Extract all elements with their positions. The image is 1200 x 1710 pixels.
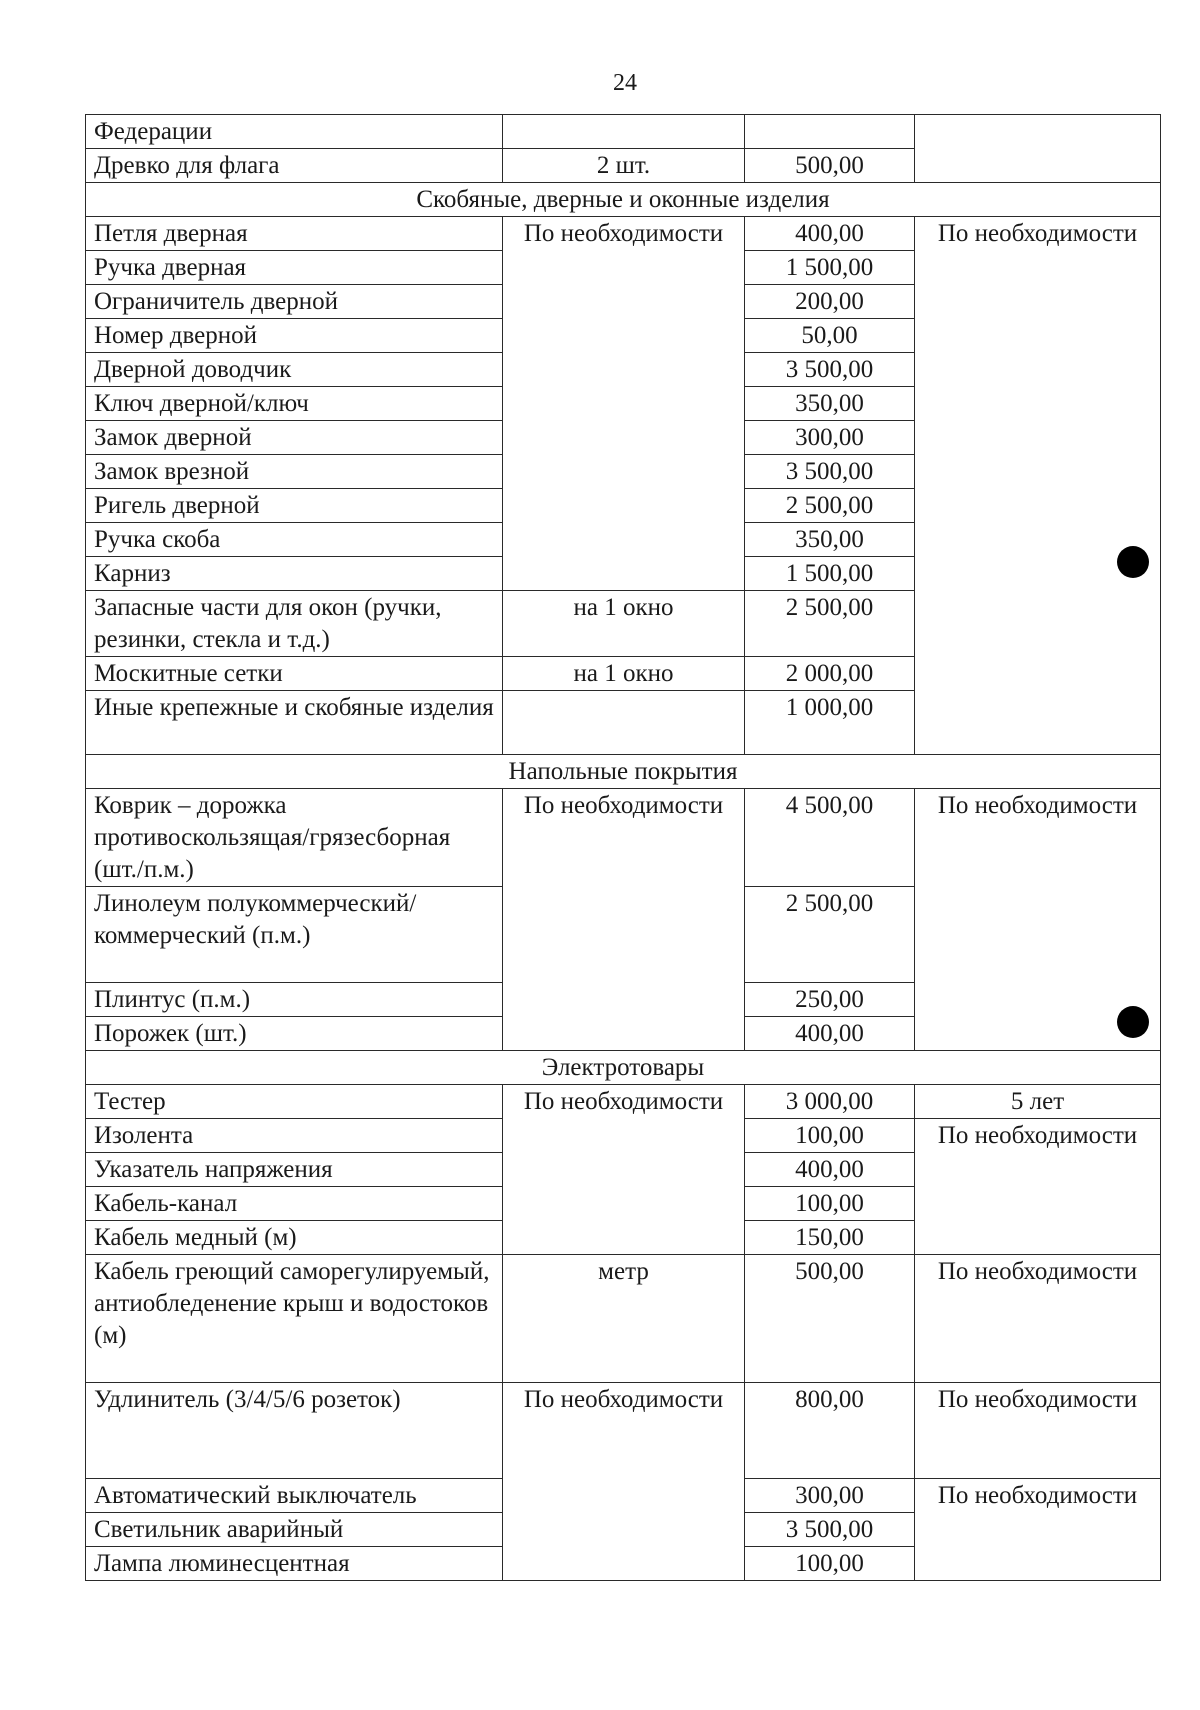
item-term: По необходимости: [915, 1255, 1161, 1383]
item-price: 100,00: [745, 1187, 915, 1221]
item-price: 3 500,00: [745, 1513, 915, 1547]
item-price: 400,00: [745, 1153, 915, 1187]
item-name: Замок врезной: [86, 455, 503, 489]
item-price: 250,00: [745, 983, 915, 1017]
table-row: [86, 217, 1161, 251]
item-price: 3 000,00: [745, 1085, 915, 1119]
item-name: Порожек (шт.): [86, 1017, 503, 1051]
item-price: 300,00: [745, 421, 915, 455]
item-price: 200,00: [745, 285, 915, 319]
item-term: 5 лет: [915, 1085, 1161, 1119]
item-name: Указатель напряжения: [86, 1153, 503, 1187]
item-price: 400,00: [745, 217, 915, 251]
item-term: По необходимости: [915, 1479, 1161, 1581]
item-name: Федерации: [86, 115, 503, 149]
section-header-row: [86, 1051, 1161, 1085]
item-price: 1 000,00: [745, 691, 915, 755]
punch-hole-mark: [1117, 1006, 1149, 1038]
table-row: [86, 1383, 1161, 1479]
item-name: Древко для флага: [86, 149, 503, 183]
item-price: 4 500,00: [745, 789, 915, 887]
item-price: 500,00: [745, 1255, 915, 1383]
item-name: Ригель дверной: [86, 489, 503, 523]
item-quantity: По необходимости: [503, 789, 745, 1051]
section-title: Напольные покрытия: [86, 755, 1161, 789]
item-quantity: на 1 окно: [503, 657, 745, 691]
item-price: 2 500,00: [745, 591, 915, 657]
item-name: Ключ дверной/ключ: [86, 387, 503, 421]
item-name: Коврик – дорожка противоскользящая/грязесборная (шт./п.м.): [86, 789, 503, 887]
item-quantity: По необходимости: [503, 1085, 745, 1255]
item-name: Линолеум полукоммерческий/коммерческий (п.м.): [86, 887, 503, 983]
item-name: Ограничитель дверной: [86, 285, 503, 319]
item-price: 350,00: [745, 523, 915, 557]
item-name: Тестер: [86, 1085, 503, 1119]
item-price: 150,00: [745, 1221, 915, 1255]
item-price: 1 500,00: [745, 557, 915, 591]
item-name: Петля дверная: [86, 217, 503, 251]
section-title: Электротовары: [86, 1051, 1161, 1085]
item-name: Иные крепежные и скобяные изделия: [86, 691, 503, 755]
item-price: 2 500,00: [745, 489, 915, 523]
item-name: Автоматический выключатель: [86, 1479, 503, 1513]
table-row: [86, 789, 1161, 887]
item-quantity: По необходимости: [503, 217, 745, 591]
item-term: По необходимости: [915, 1119, 1161, 1255]
item-price: 3 500,00: [745, 455, 915, 489]
item-name: Карниз: [86, 557, 503, 591]
item-name: Замок дверной: [86, 421, 503, 455]
item-name: Кабель греющий саморегулируемый, антиобледенение крыш и водостоков (м): [86, 1255, 503, 1383]
item-name: Кабель медный (м): [86, 1221, 503, 1255]
item-quantity: 2 шт.: [503, 149, 745, 183]
item-price: 350,00: [745, 387, 915, 421]
item-term: По необходимости: [915, 1383, 1161, 1479]
price-table: [85, 114, 1161, 1581]
item-name: Удлинитель (3/4/5/6 розеток): [86, 1383, 503, 1479]
item-term: По необходимости: [915, 789, 1161, 1051]
item-price: 800,00: [745, 1383, 915, 1479]
table-row: [86, 1255, 1161, 1383]
item-price: 100,00: [745, 1547, 915, 1581]
item-name: Кабель-канал: [86, 1187, 503, 1221]
table-row: [86, 115, 1161, 149]
section-title: Скобяные, дверные и оконные изделия: [86, 183, 1161, 217]
item-name: Изолента: [86, 1119, 503, 1153]
item-price: 1 500,00: [745, 251, 915, 285]
item-price: [745, 115, 915, 149]
item-name: Дверной доводчик: [86, 353, 503, 387]
table-row: [86, 1085, 1161, 1119]
item-name: Запасные части для окон (ручки, резинки, стекла и т.д.): [86, 591, 503, 657]
item-term: [915, 115, 1161, 183]
item-term: По необходимости: [915, 217, 1161, 755]
item-price: 400,00: [745, 1017, 915, 1051]
item-price: 2 500,00: [745, 887, 915, 983]
item-quantity: на 1 окно: [503, 591, 745, 657]
item-price: 500,00: [745, 149, 915, 183]
item-quantity: [503, 115, 745, 149]
section-header-row: [86, 755, 1161, 789]
item-quantity: По необходимости: [503, 1383, 745, 1581]
item-quantity: [503, 691, 745, 755]
item-name: Ручка дверная: [86, 251, 503, 285]
item-name: Лампа люминесцентная: [86, 1547, 503, 1581]
item-name: Номер дверной: [86, 319, 503, 353]
page-number: 24: [613, 70, 637, 96]
item-name: Ручка скоба: [86, 523, 503, 557]
item-price: 2 000,00: [745, 657, 915, 691]
item-price: 50,00: [745, 319, 915, 353]
item-name: Москитные сетки: [86, 657, 503, 691]
section-header-row: [86, 183, 1161, 217]
item-price: 3 500,00: [745, 353, 915, 387]
item-name: Светильник аварийный: [86, 1513, 503, 1547]
item-price: 300,00: [745, 1479, 915, 1513]
item-name: Плинтус (п.м.): [86, 983, 503, 1017]
punch-hole-mark: [1117, 546, 1149, 578]
item-price: 100,00: [745, 1119, 915, 1153]
item-quantity: метр: [503, 1255, 745, 1383]
